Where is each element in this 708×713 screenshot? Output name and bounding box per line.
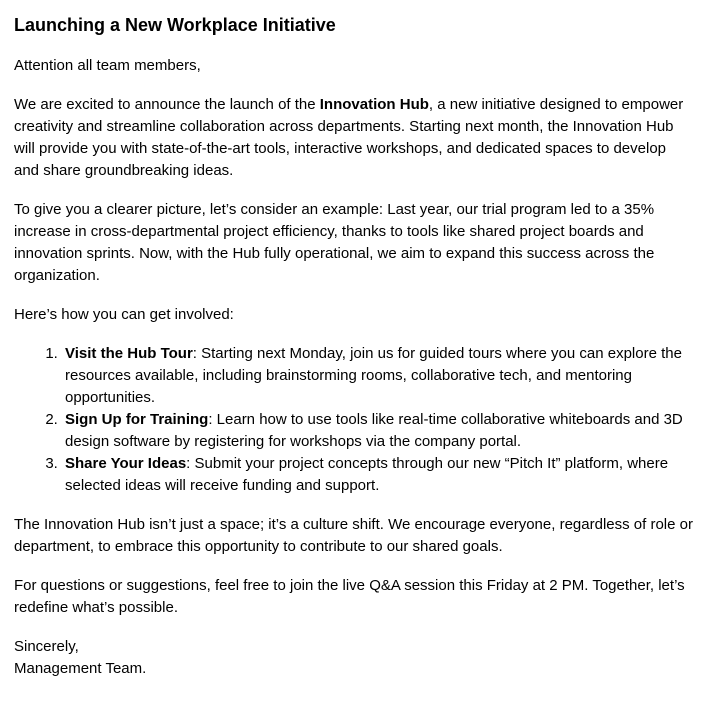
qa-paragraph: For questions or suggestions, feel free to join the live Q&A session this Friday at 2 PM. Together, let’s redefine what’s possible. — [14, 577, 685, 616]
list-item-label: Share Your Ideas — [65, 455, 187, 472]
list-item-text: : Starting next Monday, join us for guided tours where you can explore the resources available, including brainstorming rooms, collaborative tech, and mentoring opportunities. — [65, 345, 682, 406]
steps-list — [14, 343, 695, 497]
signoff-line: Sincerely, — [14, 638, 79, 655]
intro-text-pre: We are excited to announce the launch of the — [14, 96, 320, 113]
intro-paragraph — [14, 94, 695, 182]
signature-line: Management Team. — [14, 660, 147, 677]
example-paragraph: To give you a clearer picture, let’s consider an example: Last year, our trial program led to a 35% increase in cross-departmental project efficiency, thanks to tools like shared project boards and innovation sprints. Now, with the Hub fully operational, we aim to expand this success across the organization. — [14, 201, 655, 284]
list-item-share-your-ideas — [62, 453, 695, 497]
list-intro-paragraph: Here’s how you can get involved: — [14, 306, 234, 323]
intro-text-post: , a new initiative designed to empower creativity and streamline collaboration across departments. Starting next month, the Innovation Hub will provide you with state-of-the-art tools, interactive workshops, and dedicated spaces to develop and share groundbreaking ideas. — [14, 96, 684, 179]
innovation-hub-bold-text: Innovation Hub — [319, 96, 429, 113]
list-item-visit-hub-tour — [62, 343, 695, 409]
culture-paragraph: The Innovation Hub isn’t just a space; it’s a culture shift. We encourage everyone, regardless of role or department, to embrace this opportunity to contribute to our shared goals. — [14, 516, 693, 555]
signature-block — [14, 636, 695, 680]
greeting-paragraph: Attention all team members, — [14, 57, 201, 74]
list-item-label: Visit the Hub Tour — [65, 345, 193, 362]
document-title: Launching a New Workplace Initiative — [14, 15, 336, 35]
list-item-text: : Learn how to use tools like real-time collaborative whiteboards and 3D design software by registering for workshops via the company portal. — [65, 411, 683, 450]
list-item-sign-up-training — [62, 409, 695, 453]
list-item-label: Sign Up for Training — [65, 411, 209, 428]
list-item-text: : Submit your project concepts through our new “Pitch It” platform, where selected ideas will receive funding and support. — [65, 455, 669, 494]
